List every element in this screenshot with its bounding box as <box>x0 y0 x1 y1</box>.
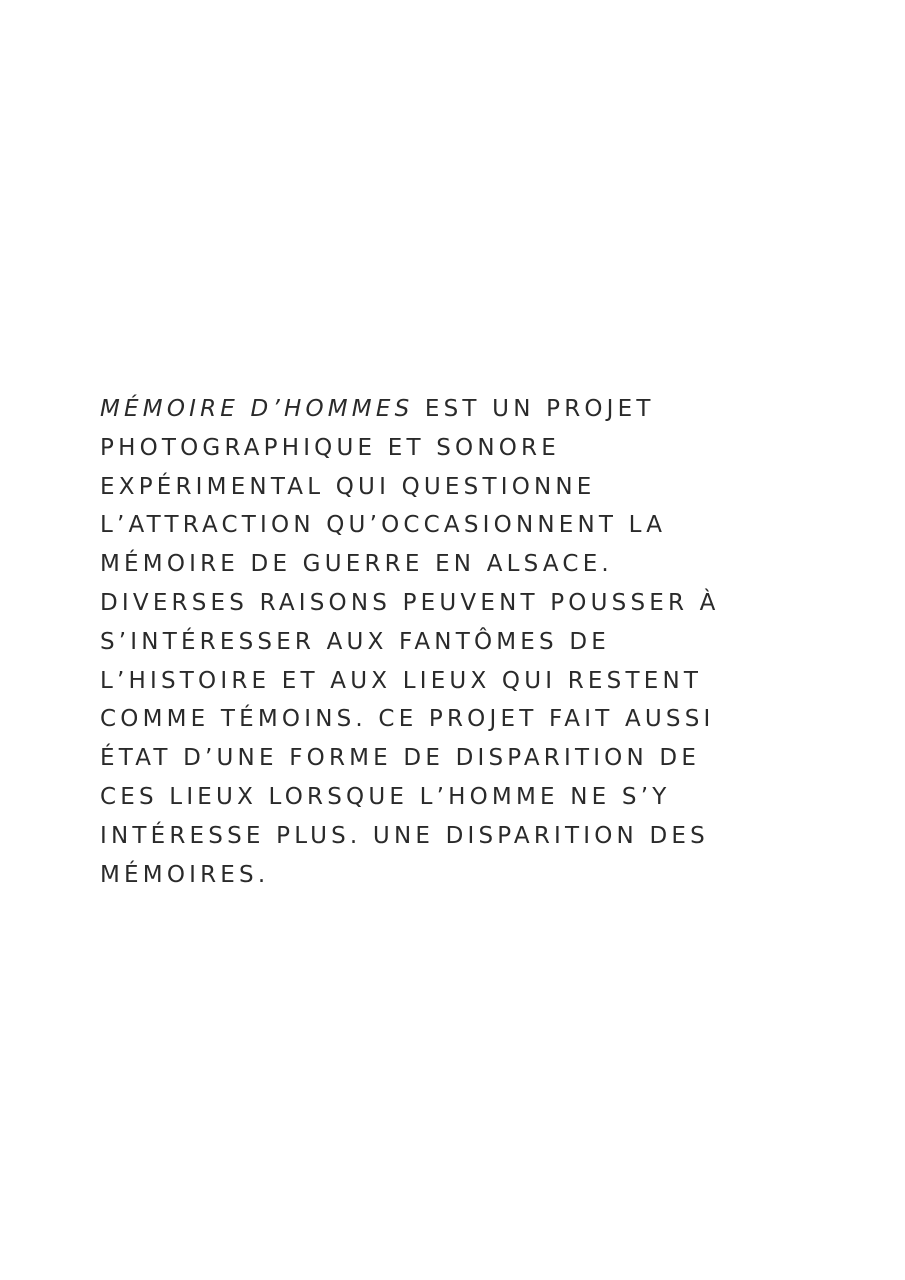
statement-line: DIVERSES RAISONS PEUVENT POUSSER À <box>100 589 720 616</box>
statement-line: MÉMOIRES. <box>100 861 270 888</box>
statement-line: MÉMOIRE DE GUERRE EN ALSACE. <box>100 551 613 578</box>
statement-line: S’INTÉRESSER AUX FANTÔMES DE <box>100 628 610 655</box>
statement-line: INTÉRESSE PLUS. UNE DISPARITION DES <box>100 822 709 849</box>
statement-line-rest: EST UN PROJET <box>413 396 655 422</box>
statement-line: EXPÉRIMENTAL QUI QUESTIONNE <box>100 473 596 500</box>
statement-line: COMME TÉMOINS. CE PROJET FAIT AUSSI <box>100 706 715 733</box>
statement-line: PHOTOGRAPHIQUE ET SONORE <box>100 434 560 461</box>
project-statement <box>100 390 800 894</box>
statement-line: ÉTAT D’UNE FORME DE DISPARITION DE <box>100 745 701 772</box>
statement-line <box>100 390 800 429</box>
statement-line: CES LIEUX LORSQUE L’HOMME NE S’Y <box>100 783 671 810</box>
statement-line: L’ATTRACTION QU’OCCASIONNENT LA <box>100 512 667 539</box>
statement-line: L’HISTOIRE ET AUX LIEUX QUI RESTENT <box>100 667 703 694</box>
project-title: MÉMOIRE D’HOMMES <box>100 396 414 422</box>
